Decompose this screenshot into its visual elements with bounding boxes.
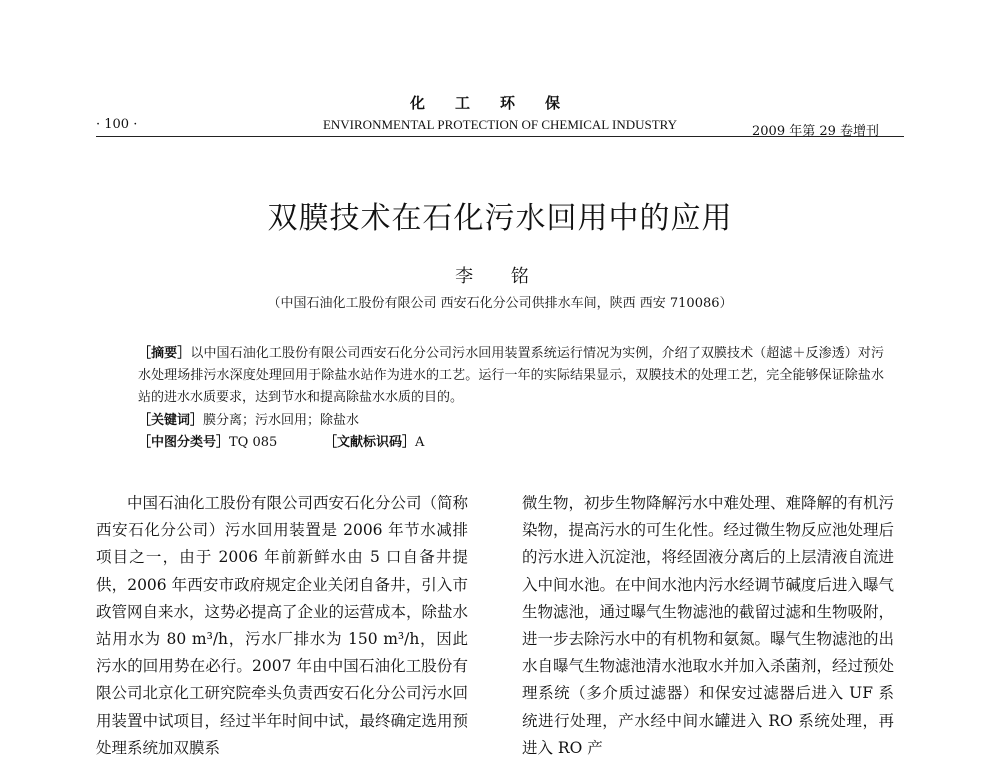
- author-affiliation: （中国石油化工股份有限公司 西安石化分公司供排水车间，陕西 西安 710086）: [267, 296, 733, 311]
- issue-info: 2009 年第 29 卷增刊: [752, 124, 880, 139]
- class-value: TQ 085: [229, 435, 278, 450]
- keywords-text: 膜分离；污水回用；除盐水: [203, 413, 360, 428]
- abstract-label: ［摘要］: [138, 346, 191, 361]
- page-number: · 100 ·: [96, 117, 138, 132]
- classification-line: [138, 431, 277, 450]
- abstract: [138, 343, 884, 409]
- keywords-line: [138, 409, 359, 428]
- body-left-column: 中国石油化工股份有限公司西安石化分公司（简称西安石化分公司）污水回用装置是 2006 年节水减排项目之一，由于 2006 年前新鲜水由 5 口自备井提供，2006 年西安市政府规定企业关闭自备井，引入市政管网自来水，这势必提高了企业的运营成本，除盐水站用水为 80 m³/h，污水厂排水为 150 m³/h，因此污水的回用势在必行。2007 年由中国石油化工股份有限公司北京化工研究院牵头负责西安石化分公司污水回用装置中试项目，经过半年时间中试，最终确定选用预处理系统加双膜系: [96, 494, 469, 757]
- article-title: 双膜技术在石化污水回用中的应用: [267, 201, 733, 236]
- journal-title-cn: 化工环保: [409, 94, 590, 112]
- doc-code-value: A: [415, 435, 425, 450]
- abstract-text: 以中国石油化工股份有限公司西安石化分公司污水回用装置系统运行情况为实例，介绍了双膜技术（超滤＋反渗透）对污水处理场排污水深度处理回用于除盐水站作为进水的工艺。运行一年的实际结果显示，双膜技术的处理工艺，完全能够保证除盐水站的进水水质要求，达到节水和提高除盐水水质的目的。: [138, 346, 884, 405]
- author-name: 李 铭: [455, 266, 545, 287]
- header-rule: [96, 136, 904, 137]
- doc-code-line: [324, 431, 424, 450]
- journal-title-en: ENVIRONMENTAL PROTECTION OF CHEMICAL INDUSTRY: [322, 117, 678, 132]
- class-label: ［中图分类号］: [138, 435, 230, 450]
- body-right-column: 微生物，初步生物降解污水中难处理、难降解的有机污染物，提高污水的可生化性。经过微生物反应池处理后的污水进入沉淀池，将经固液分离后的上层清液自流进入中间水池。在中间水池内污水经调节碱度后进入曝气生物滤池，通过曝气生物滤池的截留过滤和生物吸附，进一步去除污水中的有机物和氨氮。曝气生物滤池的出水自曝气生物滤池清水池取水并加入杀菌剂，经过预处理系统（多介质过滤器）和保安过滤器后进入 UF 系统进行处理，产水经中间水罐进入 RO 系统处理，再进入 RO 产: [522, 494, 895, 757]
- keywords-label: ［关键词］: [138, 413, 204, 428]
- doc-code-label: ［文献标识码］: [324, 435, 416, 450]
